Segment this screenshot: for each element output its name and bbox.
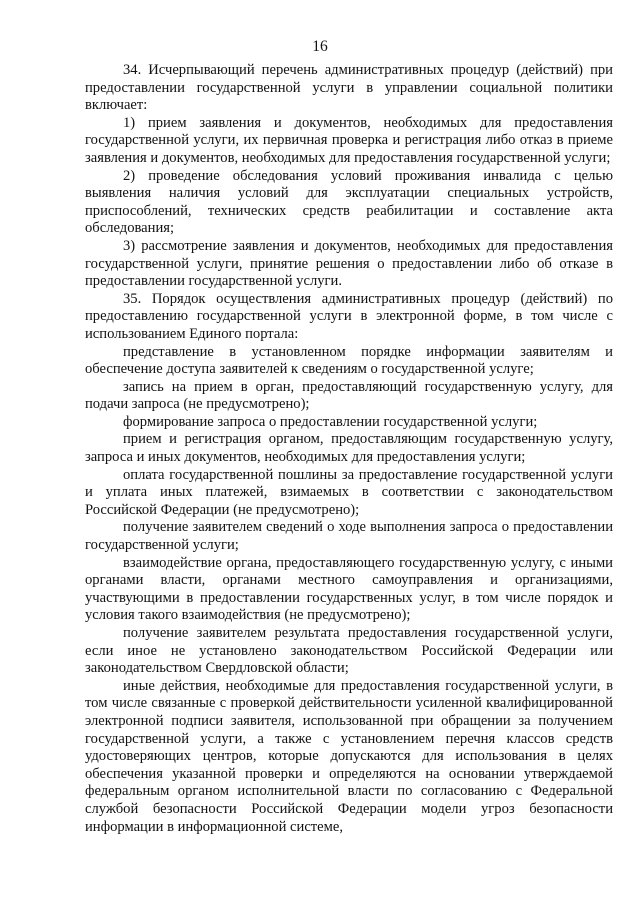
paragraph-34-item-3: 3) рассмотрение заявления и документов, необходимых для предоставления государственной услуги, принятие решения о предоставлении либо об отказе в предоставлении государственной услуги. [85,237,613,290]
paragraph-34-item-2: 2) проведение обследования условий проживания инвалида с целью выявления наличия условий для эксплуатации специальных устройств, приспособлений, технических средств реабилитации и составление акта обследования; [85,167,613,237]
list-item-info-provision: представление в установленном порядке информации заявителям и обеспечение доступа заявителей к сведениям о государственной услуге; [85,343,613,378]
list-item-status-info: получение заявителем сведений о ходе выполнения запроса о предоставлении государственной услуги; [85,519,613,554]
paragraph-34-item-1: 1) прием заявления и документов, необходимых для предоставления государственной услуги, их первичная проверка и регистрация либо отказ в приеме заявления и документов, необходимых для предоставления государственной услуги; [85,114,613,166]
list-item-request-registration: прием и регистрация органом, предоставляющим государственную услугу, запроса и иных документов, необходимых для предоставления услуги; [85,431,613,466]
list-item-request-forming: формирование запроса о предоставлении государственной услуги; [123,413,538,430]
list-item-fee-payment: оплата государственной пошлины за предоставление государственной услуги и уплата иных платежей, взимаемых в соответствии с законодательством Российской Федерации (не предусмотрено); [85,466,613,518]
document-body [85,62,613,836]
paragraph-35: 35. Порядок осуществления административных процедур (действий) по предоставлению государственной услуги в электронной форме, в том числе с использованием Единого портала: [85,290,613,342]
list-item-other-actions: иные действия, необходимые для предоставления государственной услуги, в том числе связанные с проверкой действительности усиленной квалифицированной электронной подписи заявителя, использованной при обращении за получением государственной услуги, а также с установлением перечня классов средств удостоверяющих центров, которые допускаются для использования в целях обеспечения указанной проверки и определяются на основании утверждаемой федеральным органом исполнительной власти по согласованию с Федеральной службой безопасности Российской Федерации модели угроз безопасности информации в информационной системе, [85,677,613,835]
paragraph-34: 34. Исчерпывающий перечень административных процедур (действий) при предоставлении государственной услуги в управлении социальной политики включает: [85,62,613,114]
list-item-appointment: запись на прием в орган, предоставляющий государственную услугу, для подачи запроса (не предусмотрено); [85,378,613,413]
page-number: 16 [312,38,328,55]
list-item-result: получение заявителем результата предоставления государственной услуги, если иное не установлено законодательством Российской Федерации или законодательством Свердловской области; [85,625,613,677]
list-item-interagency: взаимодействие органа, предоставляющего государственную услугу, с иными органами власти, органами местного самоуправления и организациями, участвующими в предоставлении государственных услуг, в том числе порядок и условия такого взаимодействия (не предусмотрено); [85,554,613,624]
